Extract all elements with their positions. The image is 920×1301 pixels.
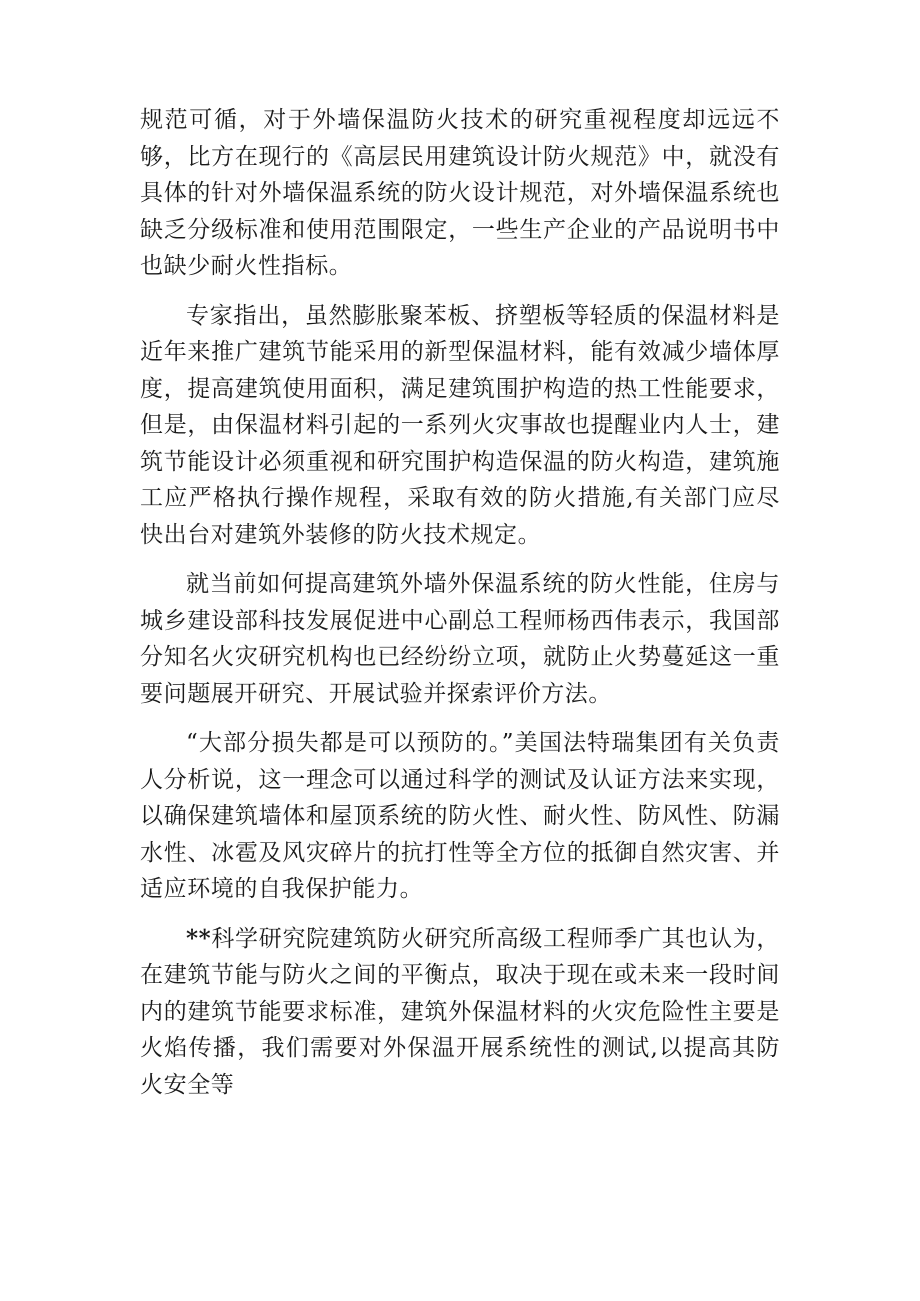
- paragraph-text: 科学研究院建筑防火研究所高级工程师季广其也认为，在建筑节能与防火之间的平衡点，取决于现在或未来一段时间内的建筑节能要求标准，建筑外保温材料的火灾危险性主要是火焰传播，我们需要对外保温开展系统性的测试,以提高其防火安全等: [140, 925, 780, 1098]
- paragraph-2: [140, 298, 780, 554]
- paragraph-text: 规范可循，对于外墙保温防火技术的研究重视程度却远远不够，比方在现行的《高层民用建筑设计防火规范》中，就没有具体的针对外墙保温系统的防火设计规范，对外墙保温系统也缺乏分级标准和使用范围限定，一些生产企业的产品说明书中也缺少耐火性指标。: [140, 107, 780, 279]
- paragraph-text: 就当前如何提高建筑外墙外保温系统的防火性能，住房与城乡建设部科技发展促进中心副总工程师杨西伟表示，我国部分知名火灾研究机构也已经纷纷立项，就防止火势蔓延这一重要问题展开研究、开展试验并探索评价方法。: [140, 571, 780, 707]
- paragraph-text: “大部分损失都是可以预防的。”美国法特瑞集团有关负责人分析说，这一理念可以通过科学的测试及认证方法来实现，以确保建筑墙体和屋顶系统的防火性、耐火性、防风性、防漏水性、冰雹及风灾碎片的抗打性等全方位的抵御自然灾害、并适应环境的自我保护能力。: [140, 730, 780, 902]
- paragraph-3: [140, 566, 780, 712]
- paragraph-text: 专家指出，虽然膨胀聚苯板、挤塑板等轻质的保温材料是近年来推广建筑节能采用的新型保温材料，能有效减少墙体厚度，提高建筑使用面积，满足建筑围护构造的热工性能要求，但是，由保温材料引起的一系列火灾事故也提醒业内人士，建筑节能设计必须重视和研究围护构造保温的防火构造，建筑施工应严格执行操作规程，采取有效的防火措施,有关部门应尽快出台对建筑外装修的防火技术规定。: [140, 302, 780, 548]
- document-body: [140, 102, 780, 1116]
- paragraph-4: [140, 725, 780, 908]
- redacted-prefix: **: [186, 924, 212, 952]
- paragraph-1: [140, 102, 780, 285]
- paragraph-5: [140, 921, 780, 1104]
